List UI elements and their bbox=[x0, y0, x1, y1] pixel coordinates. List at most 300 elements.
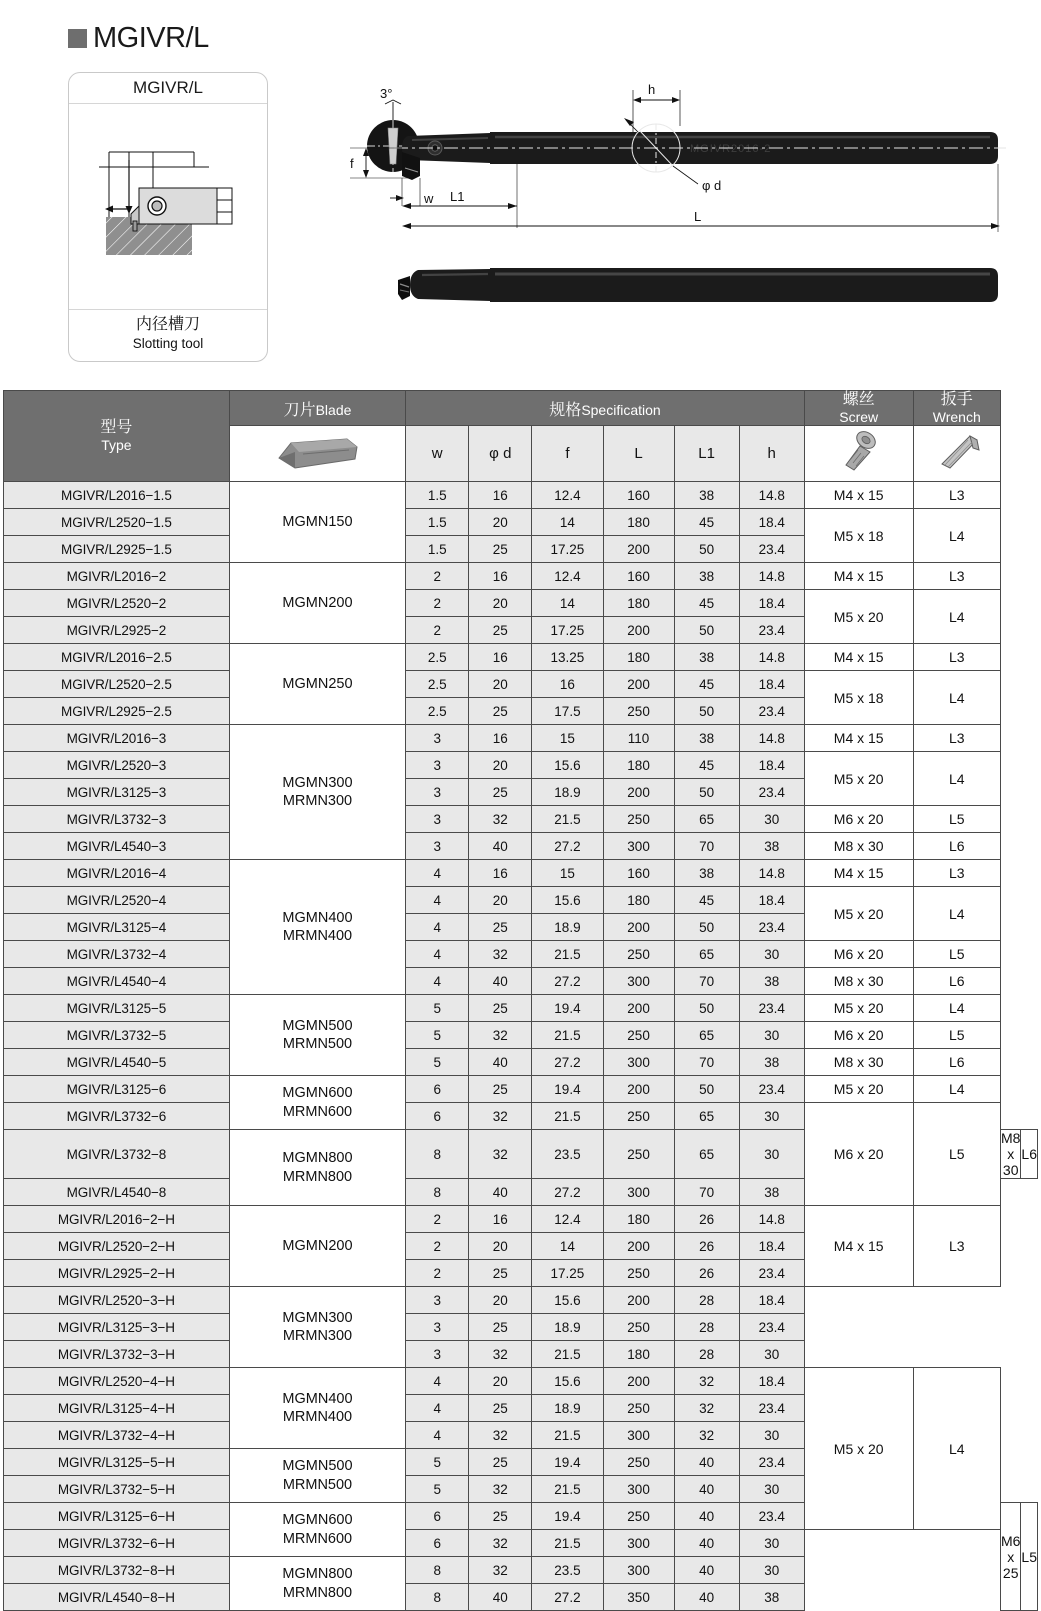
cell-type: MGIVR/L2925−2 bbox=[4, 617, 230, 644]
cell-f: 21.5 bbox=[532, 941, 603, 968]
cell-L1: 40 bbox=[674, 1449, 739, 1476]
cell-L: 300 bbox=[603, 1476, 674, 1503]
cell-h: 30 bbox=[739, 1022, 804, 1049]
cell-phid: 25 bbox=[469, 779, 532, 806]
cell-phid: 25 bbox=[469, 1314, 532, 1341]
cell-L1: 70 bbox=[674, 1049, 739, 1076]
cell-h: 30 bbox=[739, 941, 804, 968]
cell-f: 15.6 bbox=[532, 1287, 603, 1314]
caption-chinese: 内径槽刀 bbox=[135, 316, 200, 334]
cell-type: MGIVR/L2520−1.5 bbox=[4, 509, 230, 536]
cell-blade: MGMN300 MRMN300 bbox=[229, 1287, 405, 1368]
cell-w: 2.5 bbox=[406, 644, 469, 671]
table-row bbox=[4, 1557, 1038, 1584]
cell-screw: M5 x 20 bbox=[804, 995, 913, 1022]
cell-L: 160 bbox=[603, 860, 674, 887]
cell-L: 200 bbox=[603, 1233, 674, 1260]
cell-type: MGIVR/L2016−2 bbox=[4, 563, 230, 590]
cell-L: 250 bbox=[603, 806, 674, 833]
cell-f: 19.4 bbox=[532, 1076, 603, 1103]
cell-phid: 25 bbox=[469, 617, 532, 644]
cell-f: 14 bbox=[532, 1233, 603, 1260]
cell-f: 19.4 bbox=[532, 995, 603, 1022]
header-col-L1: L1 bbox=[674, 426, 739, 482]
screw-icon bbox=[836, 428, 882, 476]
cell-L1: 50 bbox=[674, 779, 739, 806]
cell-type: MGIVR/L2520−4 bbox=[4, 887, 230, 914]
cell-L1: 65 bbox=[674, 941, 739, 968]
cell-L: 300 bbox=[603, 968, 674, 995]
cell-phid: 16 bbox=[469, 482, 532, 509]
cell-type: MGIVR/L3732−3 bbox=[4, 806, 230, 833]
cell-phid: 20 bbox=[469, 752, 532, 779]
cell-w: 4 bbox=[406, 887, 469, 914]
cell-type: MGIVR/L2925−2.5 bbox=[4, 698, 230, 725]
hex-wrench-icon bbox=[930, 428, 984, 476]
cell-L1: 45 bbox=[674, 752, 739, 779]
cell-L: 200 bbox=[603, 1287, 674, 1314]
cell-L: 200 bbox=[603, 1076, 674, 1103]
header-blade-image bbox=[229, 426, 405, 482]
cell-w: 5 bbox=[406, 1022, 469, 1049]
table-row bbox=[4, 1314, 1038, 1341]
cell-h: 14.8 bbox=[739, 1206, 804, 1233]
cell-w: 4 bbox=[406, 1395, 469, 1422]
cell-h: 14.8 bbox=[739, 725, 804, 752]
cell-blade: MGMN500 MRMN500 bbox=[229, 995, 405, 1076]
cell-L: 300 bbox=[603, 1557, 674, 1584]
cell-type: MGIVR/L2016−1.5 bbox=[4, 482, 230, 509]
cell-w: 2 bbox=[406, 563, 469, 590]
cell-type: MGIVR/L2520−3 bbox=[4, 752, 230, 779]
cell-phid: 16 bbox=[469, 725, 532, 752]
header-screw bbox=[804, 391, 913, 426]
cell-phid: 25 bbox=[469, 1260, 532, 1287]
cell-phid: 25 bbox=[469, 995, 532, 1022]
cell-phid: 25 bbox=[469, 1076, 532, 1103]
cell-f: 12.4 bbox=[532, 1206, 603, 1233]
cell-w: 4 bbox=[406, 860, 469, 887]
table-row bbox=[4, 1076, 1038, 1103]
cell-phid: 25 bbox=[469, 1395, 532, 1422]
cell-screw: M5 x 20 bbox=[804, 887, 913, 941]
cell-f: 21.5 bbox=[532, 1341, 603, 1368]
cell-type: MGIVR/L3125−5−H bbox=[4, 1449, 230, 1476]
cell-h: 30 bbox=[739, 1422, 804, 1449]
cell-blade: MGMN200 bbox=[229, 563, 405, 644]
cell-f: 18.9 bbox=[532, 779, 603, 806]
product-illustration-card bbox=[68, 72, 268, 362]
cell-L1: 40 bbox=[674, 1476, 739, 1503]
cell-wrench: L3 bbox=[913, 644, 1000, 671]
cell-w: 8 bbox=[406, 1130, 469, 1179]
cell-type: MGIVR/L3125−6−H bbox=[4, 1503, 230, 1530]
cell-f: 12.4 bbox=[532, 482, 603, 509]
cell-type: MGIVR/L2016−2.5 bbox=[4, 644, 230, 671]
header-blade bbox=[229, 391, 405, 426]
cell-L1: 26 bbox=[674, 1260, 739, 1287]
cell-f: 14 bbox=[532, 590, 603, 617]
cell-phid: 25 bbox=[469, 536, 532, 563]
cell-w: 5 bbox=[406, 995, 469, 1022]
cell-L: 200 bbox=[603, 995, 674, 1022]
cell-L: 160 bbox=[603, 563, 674, 590]
cell-L: 300 bbox=[603, 1422, 674, 1449]
cell-type: MGIVR/L4540−8−H bbox=[4, 1584, 230, 1611]
cell-L1: 50 bbox=[674, 995, 739, 1022]
cell-phid: 32 bbox=[469, 1422, 532, 1449]
cell-L1: 40 bbox=[674, 1557, 739, 1584]
cell-h: 23.4 bbox=[739, 698, 804, 725]
cell-L: 200 bbox=[603, 1368, 674, 1395]
cell-h: 18.4 bbox=[739, 671, 804, 698]
cell-L: 250 bbox=[603, 1395, 674, 1422]
cell-L1: 65 bbox=[674, 1103, 739, 1130]
cell-h: 30 bbox=[739, 1103, 804, 1130]
cell-f: 19.4 bbox=[532, 1449, 603, 1476]
cell-f: 17.25 bbox=[532, 617, 603, 644]
cell-L: 250 bbox=[603, 941, 674, 968]
table-row bbox=[4, 1022, 1038, 1049]
table-row bbox=[4, 1206, 1038, 1233]
cell-w: 2 bbox=[406, 1233, 469, 1260]
cell-h: 30 bbox=[739, 1557, 804, 1584]
cell-L1: 26 bbox=[674, 1233, 739, 1260]
cell-phid: 40 bbox=[469, 1584, 532, 1611]
cell-L: 160 bbox=[603, 482, 674, 509]
cell-screw: M8 x 30 bbox=[1000, 1130, 1021, 1179]
cell-w: 2 bbox=[406, 1260, 469, 1287]
cell-phid: 40 bbox=[469, 833, 532, 860]
cell-L: 200 bbox=[603, 914, 674, 941]
cell-type: MGIVR/L3732−3−H bbox=[4, 1341, 230, 1368]
illustration-card-drawing bbox=[69, 104, 267, 309]
cell-type: MGIVR/L2520−3−H bbox=[4, 1287, 230, 1314]
cell-h: 23.4 bbox=[739, 536, 804, 563]
cell-L: 250 bbox=[603, 1103, 674, 1130]
cell-phid: 32 bbox=[469, 1530, 532, 1557]
cell-type: MGIVR/L3125−6 bbox=[4, 1076, 230, 1103]
cell-phid: 20 bbox=[469, 887, 532, 914]
cell-f: 17.25 bbox=[532, 1260, 603, 1287]
cell-phid: 20 bbox=[469, 509, 532, 536]
page-title bbox=[68, 22, 209, 55]
cell-L1: 32 bbox=[674, 1368, 739, 1395]
table-row bbox=[4, 887, 1038, 914]
cell-wrench: L4 bbox=[913, 1368, 1000, 1530]
cell-h: 23.4 bbox=[739, 1314, 804, 1341]
cell-h: 23.4 bbox=[739, 1076, 804, 1103]
cell-h: 38 bbox=[739, 833, 804, 860]
cell-L: 180 bbox=[603, 644, 674, 671]
cell-h: 14.8 bbox=[739, 482, 804, 509]
cell-wrench: L4 bbox=[913, 1076, 1000, 1103]
cell-L1: 45 bbox=[674, 671, 739, 698]
cell-type: MGIVR/L3125−3 bbox=[4, 779, 230, 806]
cell-type: MGIVR/L3732−4−H bbox=[4, 1422, 230, 1449]
cell-f: 27.2 bbox=[532, 968, 603, 995]
cell-type: MGIVR/L4540−3 bbox=[4, 833, 230, 860]
cell-blade: MGMN600 MRMN600 bbox=[229, 1503, 405, 1557]
cell-phid: 40 bbox=[469, 1179, 532, 1206]
cell-L1: 65 bbox=[674, 806, 739, 833]
cell-blade: MGMN300 MRMN300 bbox=[229, 725, 405, 860]
cell-type: MGIVR/L3732−6−H bbox=[4, 1530, 230, 1557]
cell-L1: 28 bbox=[674, 1314, 739, 1341]
cell-phid: 25 bbox=[469, 1449, 532, 1476]
cell-phid: 32 bbox=[469, 806, 532, 833]
dimension-label-phid: φ d bbox=[702, 178, 722, 193]
cell-type: MGIVR/L3732−6 bbox=[4, 1103, 230, 1130]
header-specification bbox=[406, 391, 805, 426]
cell-type: MGIVR/L3125−4 bbox=[4, 914, 230, 941]
cell-f: 15.6 bbox=[532, 887, 603, 914]
cell-screw: M5 x 18 bbox=[804, 509, 913, 563]
cell-screw: M5 x 20 bbox=[804, 1076, 913, 1103]
cell-L: 200 bbox=[603, 779, 674, 806]
cell-screw: M6 x 20 bbox=[804, 806, 913, 833]
cell-L: 250 bbox=[603, 1314, 674, 1341]
cell-phid: 20 bbox=[469, 1368, 532, 1395]
table-row bbox=[4, 833, 1038, 860]
cell-screw: M5 x 18 bbox=[804, 671, 913, 725]
cell-L1: 38 bbox=[674, 482, 739, 509]
cell-phid: 16 bbox=[469, 1206, 532, 1233]
page-title-text: MGIVR/L bbox=[93, 22, 209, 54]
header-screw-cn: 螺丝 bbox=[842, 391, 875, 408]
cell-h: 18.4 bbox=[739, 752, 804, 779]
cell-w: 3 bbox=[406, 752, 469, 779]
cell-L1: 32 bbox=[674, 1422, 739, 1449]
table-row bbox=[4, 482, 1038, 509]
cell-type: MGIVR/L3732−5 bbox=[4, 1022, 230, 1049]
cell-w: 1.5 bbox=[406, 509, 469, 536]
cell-w: 4 bbox=[406, 1422, 469, 1449]
table-row bbox=[4, 806, 1038, 833]
cell-w: 2 bbox=[406, 1206, 469, 1233]
cell-w: 6 bbox=[406, 1503, 469, 1530]
cell-f: 15.6 bbox=[532, 752, 603, 779]
cell-f: 17.25 bbox=[532, 536, 603, 563]
cell-wrench: L6 bbox=[913, 833, 1000, 860]
cell-w: 4 bbox=[406, 968, 469, 995]
cell-w: 2.5 bbox=[406, 671, 469, 698]
cell-h: 30 bbox=[739, 1530, 804, 1557]
cell-L1: 70 bbox=[674, 1179, 739, 1206]
cell-L: 250 bbox=[603, 1449, 674, 1476]
cell-h: 14.8 bbox=[739, 644, 804, 671]
angle-label-3deg: 3° bbox=[380, 86, 393, 101]
cell-f: 15 bbox=[532, 725, 603, 752]
cell-L1: 50 bbox=[674, 1076, 739, 1103]
cell-screw: M4 x 15 bbox=[804, 644, 913, 671]
table-row bbox=[4, 860, 1038, 887]
cell-f: 18.9 bbox=[532, 1314, 603, 1341]
cell-w: 3 bbox=[406, 1287, 469, 1314]
cell-phid: 32 bbox=[469, 1476, 532, 1503]
cell-type: MGIVR/L3732−5−H bbox=[4, 1476, 230, 1503]
cell-L1: 50 bbox=[674, 698, 739, 725]
cell-f: 19.4 bbox=[532, 1503, 603, 1530]
cell-screw: M6 x 20 bbox=[804, 1022, 913, 1049]
cell-type: MGIVR/L2016−4 bbox=[4, 860, 230, 887]
cell-w: 6 bbox=[406, 1530, 469, 1557]
cell-w: 4 bbox=[406, 941, 469, 968]
cell-h: 30 bbox=[739, 1476, 804, 1503]
cell-screw: M5 x 20 bbox=[804, 752, 913, 806]
cell-h: 14.8 bbox=[739, 860, 804, 887]
cell-f: 27.2 bbox=[532, 1049, 603, 1076]
cell-wrench: L5 bbox=[913, 941, 1000, 968]
cell-L1: 28 bbox=[674, 1341, 739, 1368]
illustration-card-title: MGIVR/L bbox=[69, 73, 267, 104]
cell-L: 180 bbox=[603, 752, 674, 779]
specification-table bbox=[3, 390, 1038, 1611]
table-row bbox=[4, 968, 1038, 995]
table-row bbox=[4, 995, 1038, 1022]
cell-w: 4 bbox=[406, 1368, 469, 1395]
cell-w: 4 bbox=[406, 914, 469, 941]
cell-L1: 70 bbox=[674, 968, 739, 995]
table-body bbox=[4, 482, 1038, 1611]
cell-f: 18.9 bbox=[532, 914, 603, 941]
cell-wrench: L4 bbox=[913, 509, 1000, 563]
cell-wrench: L4 bbox=[913, 995, 1000, 1022]
cell-type: MGIVR/L2520−4−H bbox=[4, 1368, 230, 1395]
cell-wrench: L4 bbox=[913, 752, 1000, 806]
cell-L1: 50 bbox=[674, 536, 739, 563]
cell-phid: 20 bbox=[469, 1233, 532, 1260]
cell-wrench: L5 bbox=[913, 1103, 1000, 1206]
cell-blade: MGMN400 MRMN400 bbox=[229, 1368, 405, 1449]
cell-type: MGIVR/L3125−4−H bbox=[4, 1395, 230, 1422]
cell-w: 5 bbox=[406, 1449, 469, 1476]
cell-f: 16 bbox=[532, 671, 603, 698]
cell-L: 250 bbox=[603, 1022, 674, 1049]
header-wrench bbox=[913, 391, 1000, 426]
table-row bbox=[4, 941, 1038, 968]
cell-L1: 50 bbox=[674, 617, 739, 644]
cell-screw: M6 x 20 bbox=[804, 1103, 913, 1206]
cell-screw: M8 x 30 bbox=[804, 1049, 913, 1076]
cell-f: 21.5 bbox=[532, 1476, 603, 1503]
table-row bbox=[4, 1287, 1038, 1314]
header-col-phid: φ d bbox=[469, 426, 532, 482]
table-row bbox=[4, 644, 1038, 671]
cell-phid: 16 bbox=[469, 644, 532, 671]
cell-wrench: L3 bbox=[913, 725, 1000, 752]
cell-phid: 32 bbox=[469, 1130, 532, 1179]
cell-L: 300 bbox=[603, 1049, 674, 1076]
cell-w: 8 bbox=[406, 1557, 469, 1584]
header-wrench-en: Wrench bbox=[932, 409, 981, 426]
table-row bbox=[4, 1368, 1038, 1395]
header-wrench-cn: 扳手 bbox=[940, 391, 973, 408]
cell-h: 18.4 bbox=[739, 887, 804, 914]
cell-f: 14 bbox=[532, 509, 603, 536]
header-blade-cn: 刀片 bbox=[283, 401, 316, 419]
cell-type: MGIVR/L2925−2−H bbox=[4, 1260, 230, 1287]
table-header bbox=[4, 391, 1038, 482]
cell-L1: 26 bbox=[674, 1206, 739, 1233]
cell-L: 300 bbox=[603, 833, 674, 860]
header-spec-cn: 规格 bbox=[549, 401, 582, 419]
insert-blade-icon bbox=[269, 430, 365, 474]
cell-screw: M8 x 30 bbox=[804, 968, 913, 995]
cell-type: MGIVR/L4540−8 bbox=[4, 1179, 230, 1206]
cell-type: MGIVR/L2016−3 bbox=[4, 725, 230, 752]
table-row bbox=[4, 1530, 1038, 1557]
cell-L1: 40 bbox=[674, 1503, 739, 1530]
cell-f: 27.2 bbox=[532, 833, 603, 860]
cell-w: 6 bbox=[406, 1076, 469, 1103]
cell-L1: 32 bbox=[674, 1395, 739, 1422]
cell-w: 8 bbox=[406, 1179, 469, 1206]
cell-phid: 32 bbox=[469, 1341, 532, 1368]
cell-screw: M8 x 30 bbox=[804, 833, 913, 860]
cell-L1: 65 bbox=[674, 1022, 739, 1049]
cell-phid: 25 bbox=[469, 698, 532, 725]
cell-h: 23.4 bbox=[739, 995, 804, 1022]
cell-L1: 38 bbox=[674, 725, 739, 752]
dimension-label-w: w bbox=[424, 191, 434, 206]
cell-f: 18.9 bbox=[532, 1395, 603, 1422]
cell-h: 18.4 bbox=[739, 1233, 804, 1260]
cell-L: 180 bbox=[603, 1341, 674, 1368]
cell-phid: 32 bbox=[469, 941, 532, 968]
cell-h: 23.4 bbox=[739, 779, 804, 806]
cell-L1: 70 bbox=[674, 833, 739, 860]
cell-f: 27.2 bbox=[532, 1179, 603, 1206]
cell-L1: 45 bbox=[674, 590, 739, 617]
cell-wrench: L5 bbox=[1021, 1503, 1038, 1611]
cell-phid: 25 bbox=[469, 914, 532, 941]
header-type bbox=[4, 391, 230, 482]
cell-h: 23.4 bbox=[739, 1449, 804, 1476]
cell-blade: MGMN500 MRMN500 bbox=[229, 1449, 405, 1503]
cell-blade: MGMN150 bbox=[229, 482, 405, 563]
cell-L1: 40 bbox=[674, 1584, 739, 1611]
cell-w: 3 bbox=[406, 833, 469, 860]
cell-phid: 40 bbox=[469, 1049, 532, 1076]
dimension-label-L1: L1 bbox=[450, 189, 465, 204]
cell-f: 21.5 bbox=[532, 1530, 603, 1557]
cell-wrench: L4 bbox=[913, 671, 1000, 725]
cell-type: MGIVR/L3732−4 bbox=[4, 941, 230, 968]
cell-f: 21.5 bbox=[532, 1103, 603, 1130]
cell-type: MGIVR/L4540−5 bbox=[4, 1049, 230, 1076]
table-row bbox=[4, 1049, 1038, 1076]
cell-L: 250 bbox=[603, 1503, 674, 1530]
header-col-w: w bbox=[406, 426, 469, 482]
cell-type: MGIVR/L3125−3−H bbox=[4, 1314, 230, 1341]
cell-h: 23.4 bbox=[739, 1503, 804, 1530]
cell-h: 23.4 bbox=[739, 1395, 804, 1422]
cell-L1: 65 bbox=[674, 1130, 739, 1179]
cell-phid: 20 bbox=[469, 590, 532, 617]
cell-type: MGIVR/L3732−8−H bbox=[4, 1557, 230, 1584]
cell-screw: M6 x 25 bbox=[1000, 1503, 1020, 1611]
cell-wrench: L6 bbox=[913, 968, 1000, 995]
cell-w: 3 bbox=[406, 806, 469, 833]
cell-h: 38 bbox=[739, 1049, 804, 1076]
cell-screw: M4 x 15 bbox=[804, 1206, 913, 1287]
cell-screw: M6 x 20 bbox=[804, 941, 913, 968]
cell-h: 30 bbox=[739, 806, 804, 833]
table-row bbox=[4, 1584, 1038, 1611]
header-type-en: Type bbox=[101, 437, 132, 454]
table-row bbox=[4, 1103, 1038, 1130]
